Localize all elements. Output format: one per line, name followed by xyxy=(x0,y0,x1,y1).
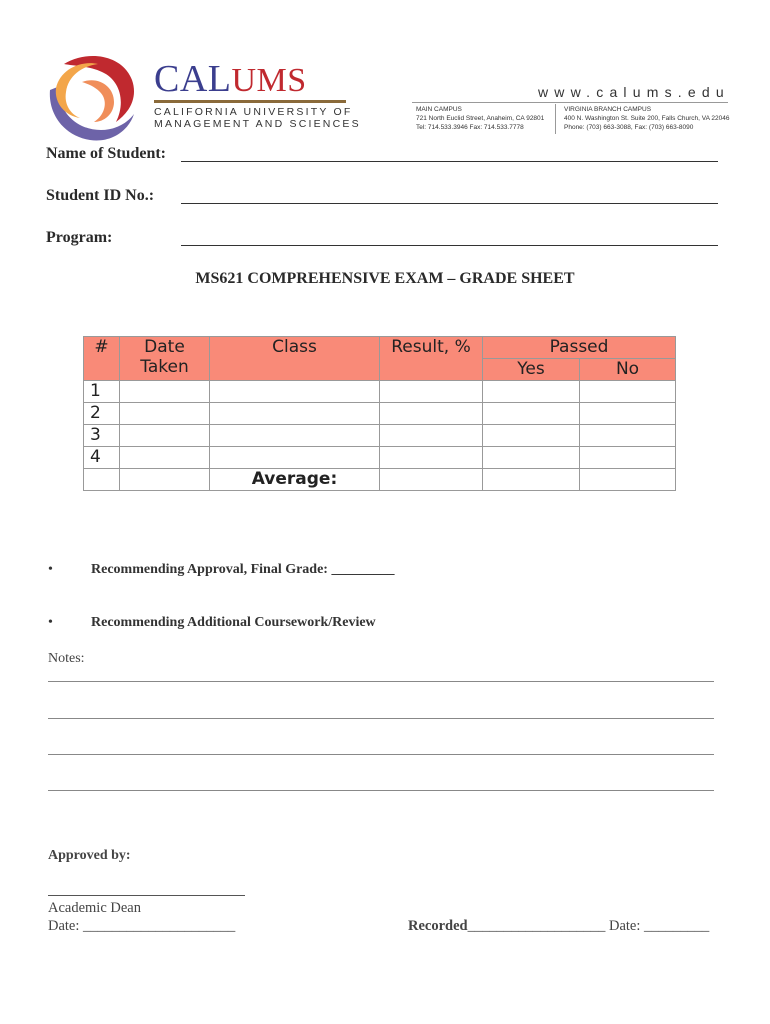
date-cell[interactable] xyxy=(120,381,210,403)
virginia-campus-phone: Phone: (703) 663-3088, Fax: (703) 663-8090 xyxy=(564,124,694,131)
student-id-label: Student ID No.: xyxy=(46,187,155,204)
signer-title: Academic Dean xyxy=(48,900,141,916)
date-cell[interactable] xyxy=(120,403,210,425)
student-id-field[interactable] xyxy=(181,203,718,204)
row-number: 1 xyxy=(84,381,120,403)
university-name-line2: MANAGEMENT AND SCIENCES xyxy=(154,118,361,130)
no-cell[interactable] xyxy=(580,381,676,403)
row-number: 2 xyxy=(84,403,120,425)
notes-line[interactable] xyxy=(48,790,714,791)
row-number: 4 xyxy=(84,447,120,469)
col-header-date: Date Taken xyxy=(120,337,210,381)
average-row xyxy=(84,469,676,491)
main-campus-title: MAIN CAMPUS xyxy=(416,106,462,113)
virginia-campus-address: 400 N. Washington St. Suite 200, Falls Church, VA 22046 xyxy=(564,115,730,122)
col-header-result: Result, % xyxy=(380,337,483,381)
recorded-label: Recorded xyxy=(408,918,468,934)
brand-divider xyxy=(154,100,346,103)
class-cell[interactable] xyxy=(210,381,380,403)
result-cell[interactable] xyxy=(380,403,483,425)
table-row xyxy=(84,381,676,403)
notes-line[interactable] xyxy=(48,754,714,755)
main-campus-phone: Tel: 714.533.3946 Fax: 714.533.7778 xyxy=(416,124,524,131)
notes-line[interactable] xyxy=(48,718,714,719)
no-cell[interactable] xyxy=(580,447,676,469)
student-name-label: Name of Student: xyxy=(46,145,166,162)
class-cell[interactable] xyxy=(210,425,380,447)
average-no-cell[interactable] xyxy=(580,469,676,491)
university-name-line1: CALIFORNIA UNIVERSITY OF xyxy=(154,106,353,118)
result-cell[interactable] xyxy=(380,447,483,469)
approval-recommendation[interactable]: Recommending Approval, Final Grade: _________ xyxy=(91,562,395,577)
col-header-passed: Passed xyxy=(483,337,676,359)
table-header-row xyxy=(84,337,676,359)
date-cell[interactable] xyxy=(120,447,210,469)
result-cell[interactable] xyxy=(380,381,483,403)
main-campus-info xyxy=(416,105,544,132)
col-header-class: Class xyxy=(210,337,380,381)
approved-by-label: Approved by: xyxy=(48,848,131,863)
date-cell[interactable] xyxy=(120,425,210,447)
table-row xyxy=(84,403,676,425)
table-row xyxy=(84,425,676,447)
student-name-field[interactable] xyxy=(181,161,718,162)
additional-coursework-recommendation[interactable]: Recommending Additional Coursework/Review xyxy=(91,615,376,630)
average-label: Average: xyxy=(210,469,380,491)
program-field[interactable] xyxy=(181,245,718,246)
campus-separator xyxy=(555,104,556,134)
average-yes-cell[interactable] xyxy=(483,469,580,491)
col-header-no: No xyxy=(580,359,676,381)
main-campus-address: 721 North Euclid Street, Anaheim, CA 92801 xyxy=(416,115,545,122)
signature-line[interactable] xyxy=(48,895,245,896)
notes-label: Notes: xyxy=(48,651,85,666)
brand-name: CALUMS xyxy=(154,58,307,100)
row-number: 3 xyxy=(84,425,120,447)
table-row xyxy=(84,447,676,469)
col-header-yes: Yes xyxy=(483,359,580,381)
no-cell[interactable] xyxy=(580,403,676,425)
header-divider xyxy=(412,102,728,103)
notes-line[interactable] xyxy=(48,681,714,682)
col-header-num: # xyxy=(84,337,120,381)
yes-cell[interactable] xyxy=(483,381,580,403)
yes-cell[interactable] xyxy=(483,403,580,425)
calums-logo-icon xyxy=(42,52,138,144)
bullet-icon: • xyxy=(48,615,53,630)
website-url: www.calums.edu xyxy=(538,84,730,100)
average-result-cell[interactable] xyxy=(380,469,483,491)
virginia-campus-info xyxy=(564,105,729,132)
program-label: Program: xyxy=(46,229,113,246)
yes-cell[interactable] xyxy=(483,425,580,447)
virginia-campus-title: VIRGINIA BRANCH CAMPUS xyxy=(564,106,652,113)
recorded-field[interactable] xyxy=(408,918,709,935)
bullet-icon: • xyxy=(48,562,53,577)
no-cell[interactable] xyxy=(580,425,676,447)
yes-cell[interactable] xyxy=(483,447,580,469)
result-cell[interactable] xyxy=(380,425,483,447)
grade-table xyxy=(83,336,676,491)
class-cell[interactable] xyxy=(210,447,380,469)
empty-cell xyxy=(84,469,120,491)
approval-date-field[interactable]: Date: _____________________ xyxy=(48,918,236,934)
page-title: MS621 COMPREHENSIVE EXAM – GRADE SHEET xyxy=(195,270,575,287)
empty-cell xyxy=(120,469,210,491)
recorded-date-line[interactable]: ___________________ Date: _________ xyxy=(467,918,710,934)
class-cell[interactable] xyxy=(210,403,380,425)
